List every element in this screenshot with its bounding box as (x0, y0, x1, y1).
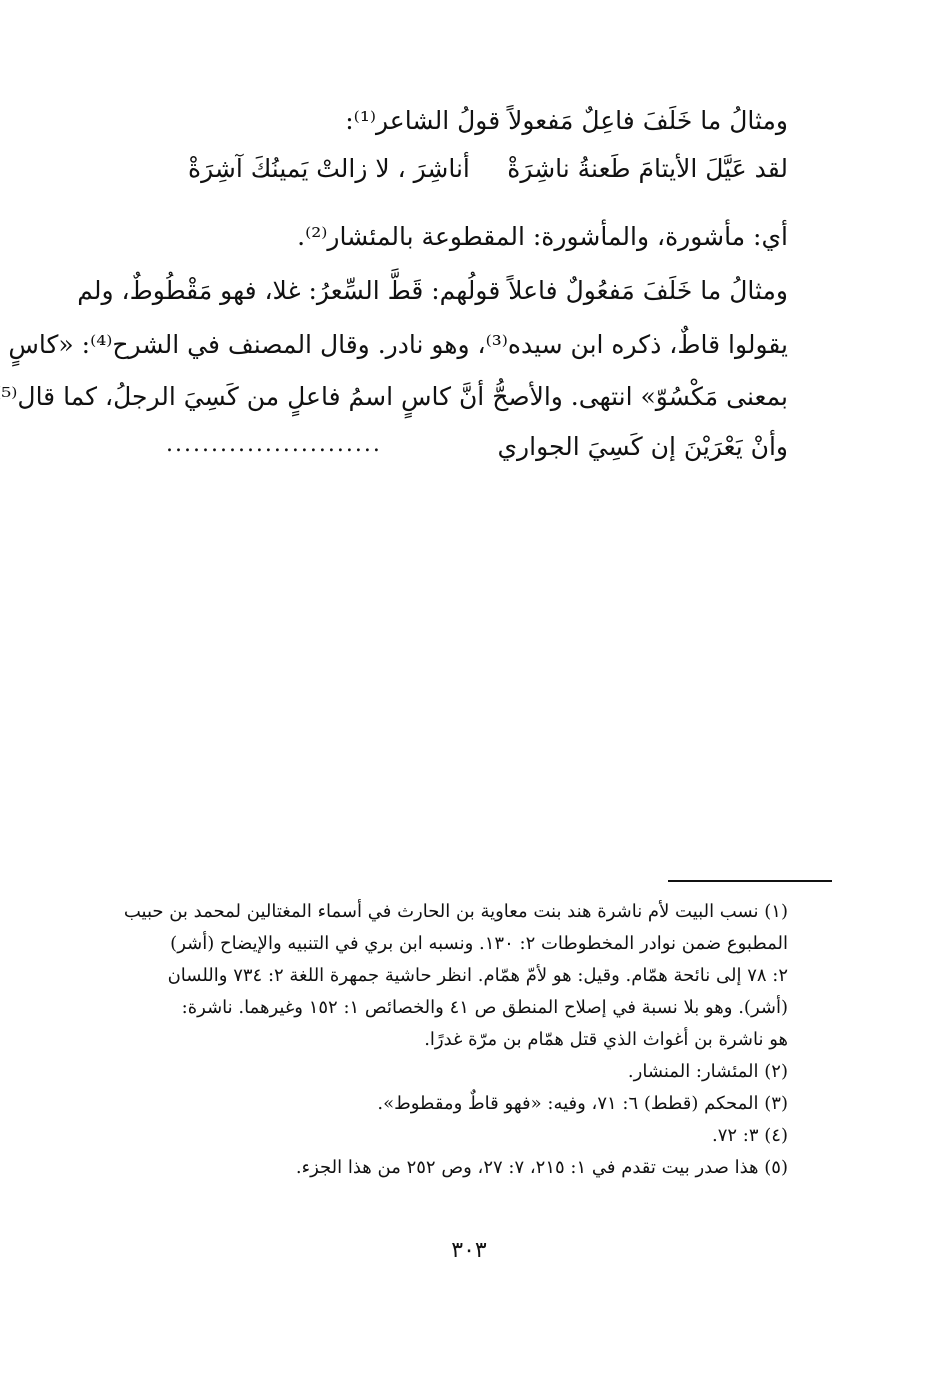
text-line-3: ومثالُ ما خَلَفَ مَفعُولٌ فاعلاً قولُهم: قَطَّ السِّعرُ: غلا، فهو مَقْطُوطٌ، ولم (77, 276, 788, 305)
verse-1-first-hemistich: لقد عَيَّلَ الأيتامَ طَعنةُ ناشِرَةْ (507, 154, 788, 183)
text-line-2: أي: مأشورة، والمأشورة: المقطوعة بالمئشار⁽²⁾. (297, 222, 788, 251)
verse-1-second-hemistich: أناشِرَ ، لا زالتْ يَمينُكَ آشِرَةْ (188, 154, 470, 183)
footnote-1-line-4: (أشر). وهو بلا نسبة في إصلاح المنطق ص ٤١ والخصائص ١: ١٥٢ وغيرهما. ناشرة: (181, 997, 788, 1018)
text-line-5: بمعنى مَكْسُوّ» انتهى. والأصحُّ أنَّ كاسٍ اسمُ فاعلٍ من كَسِيَ الرجلُ، كما قال⁽⁵ (1, 382, 788, 411)
footnote-1-line-5: هو ناشرة بن أغواث الذي قتل همّام بن مرّة غدرًا. (424, 1029, 788, 1050)
page-number: ٣٠٣ (451, 1238, 487, 1263)
verse-2-first-hemistich: وأنْ يَعْرَيْنَ إن كَسِيَ الجواري (497, 432, 788, 461)
footnote-separator (668, 880, 832, 882)
footnote-2: (٢) المئشار: المنشار. (627, 1061, 788, 1082)
footnote-1-line-2: المطبوع ضمن نوادر المخطوطات ٢: ١٣٠. ونسبه ابن بري في التنبيه والإيضاح (أشر) (170, 933, 788, 954)
text-line-1: ومثالُ ما خَلَفَ فاعِلٌ مَفعولاً قولُ الشاعر⁽¹⁾: (345, 106, 788, 135)
footnote-1-line-1: (١) نسب البيت لأم ناشرة هند بنت معاوية بن الحارث في أسماء المغتالين لمحمد بن حبيب (123, 901, 788, 922)
footnote-1-line-3: ٢: ٧٨ إلى نائحة همّام. وقيل: هو لأمّ همّام. انظر حاشية جمهرة اللغة ٢: ٧٣٤ واللسان (167, 965, 788, 986)
text-line-4: يقولوا قاطٌ، ذكره ابن سيده⁽³⁾، وهو نادر. وقال المصنف في الشرح⁽⁴⁾: «كاسٍ (8, 330, 788, 359)
footnote-3: (٣) المحكم (قطط) ٦: ٧١، وفيه: «فهو قاطٌ ومقطوط». (377, 1093, 788, 1114)
footnote-5: (٥) هذا صدر بيت تقدم في ١: ٢١٥، ٧: ٢٧، وص ٢٥٢ من هذا الجزء. (295, 1157, 788, 1178)
footnote-4: (٤) ٣: ٧٢. (712, 1125, 788, 1146)
verse-2-ellipsis: ........................ (166, 432, 382, 457)
